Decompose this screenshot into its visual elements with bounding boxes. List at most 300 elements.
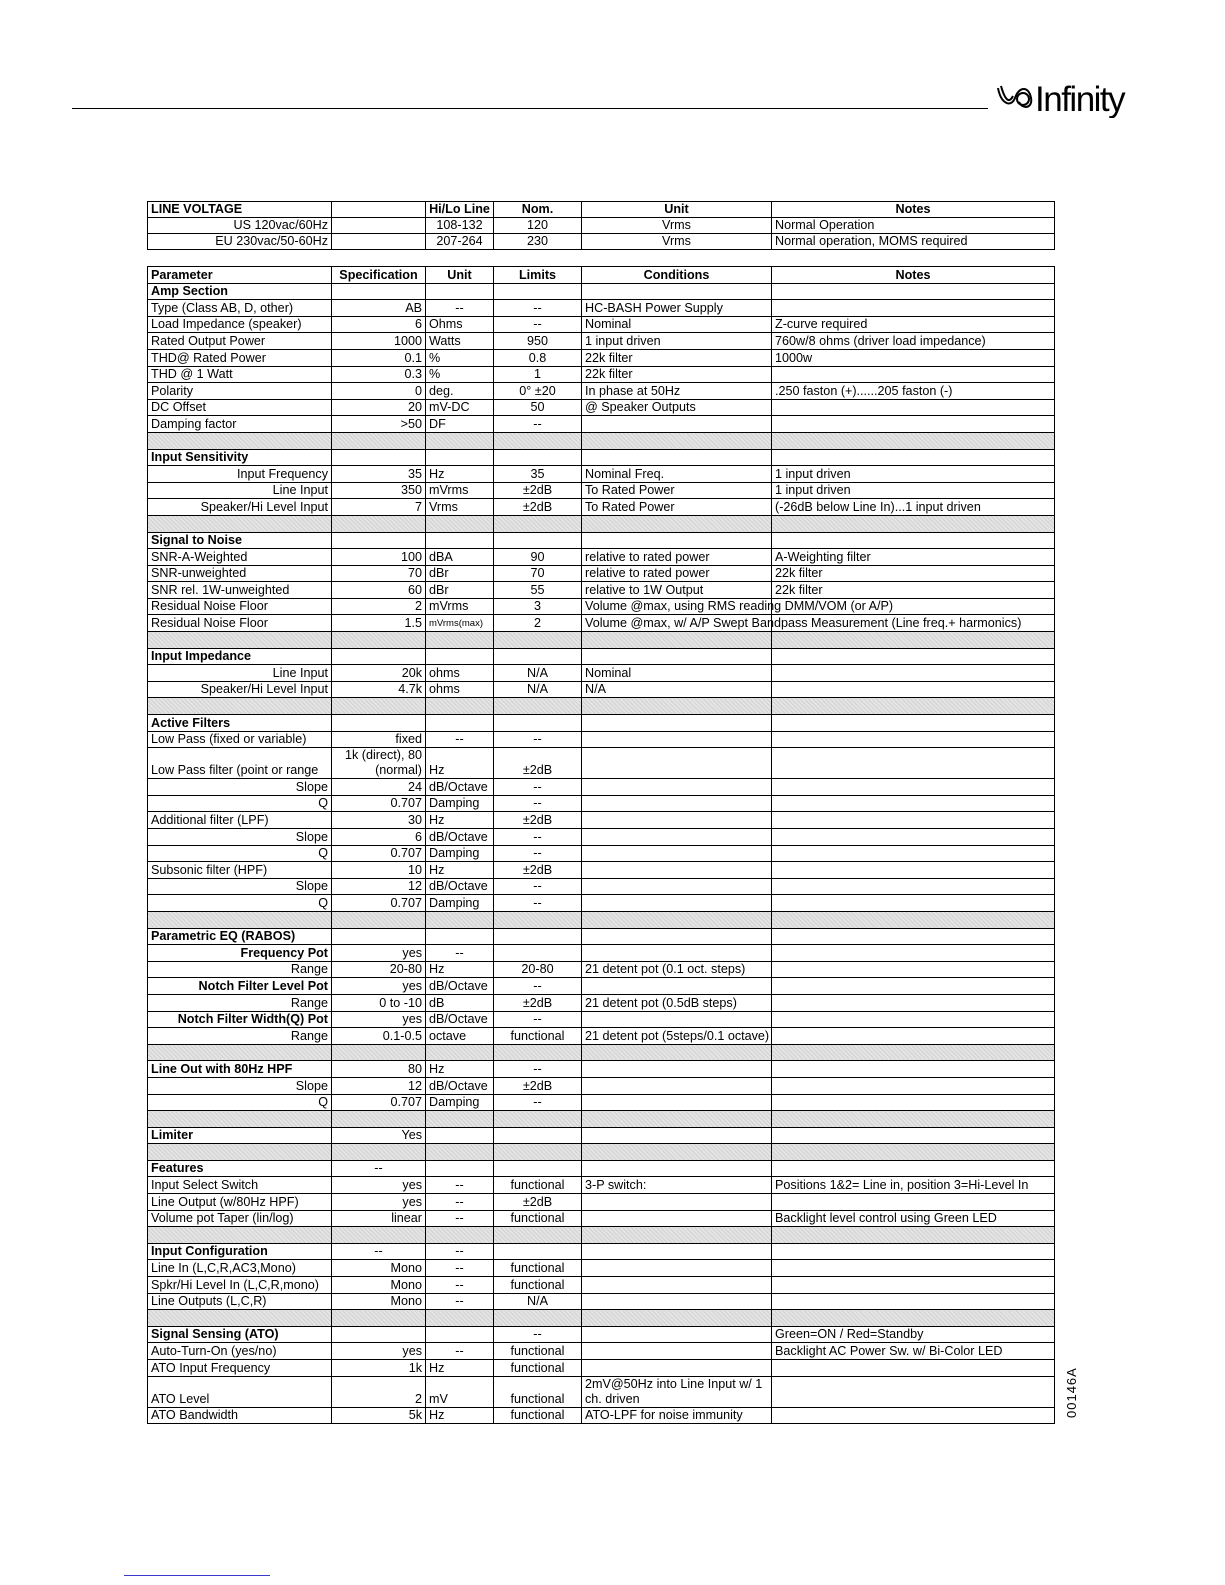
spec-cell [582, 632, 772, 649]
spec-cell [148, 1111, 332, 1128]
voltage-cell [332, 234, 426, 250]
spec-cell: Parametric EQ (RABOS) [148, 928, 332, 945]
spec-cell: Slope [148, 878, 332, 895]
spec-cell: Rated Output Power [148, 333, 332, 350]
spec-cell: 0.1-0.5 [332, 1028, 426, 1045]
spec-row [148, 829, 1055, 846]
spec-cell [332, 632, 426, 649]
bottom-link-underline [124, 1575, 270, 1576]
spec-cell: -- [494, 895, 582, 912]
section-row [148, 928, 1055, 945]
spec-cell: Hz [426, 466, 494, 483]
spec-row [148, 1343, 1055, 1360]
voltage-header-row [148, 202, 1055, 218]
spec-row [148, 895, 1055, 912]
spec-cell: 1000 [332, 333, 426, 350]
spec-cell [426, 1310, 494, 1327]
spec-cell [148, 515, 332, 532]
spec-cell [582, 1144, 772, 1161]
spec-cell [582, 945, 772, 962]
spec-cell [332, 1310, 426, 1327]
spec-cell: ±2dB [494, 748, 582, 779]
specification-table [147, 266, 1055, 1424]
spec-row [148, 845, 1055, 862]
spec-cell: In phase at 50Hz [582, 383, 772, 400]
spec-cell: 6 [332, 829, 426, 846]
spec-cell: dB/Octave [426, 1011, 494, 1028]
spec-cell [582, 1243, 772, 1260]
voltage-row [148, 218, 1055, 234]
spec-cell: Damping [426, 845, 494, 862]
spec-cell [494, 648, 582, 665]
spec-cell: HC-BASH Power Supply [582, 300, 772, 317]
spec-cell [494, 715, 582, 732]
spec-cell: 22k filter [772, 565, 1055, 582]
spec-cell [582, 829, 772, 846]
spec-cell: 6 [332, 316, 426, 333]
spec-cell: Q [148, 1094, 332, 1111]
spec-cell [148, 1144, 332, 1161]
spec-cell [332, 1044, 426, 1061]
spec-cell: 70 [332, 565, 426, 582]
spec-cell [772, 399, 1055, 416]
spec-row [148, 779, 1055, 796]
spec-cell: -- [426, 300, 494, 317]
spec-cell: dB/Octave [426, 779, 494, 796]
spec-cell [772, 665, 1055, 682]
spec-cell [426, 532, 494, 549]
spec-cell: Amp Section [148, 283, 332, 300]
spec-cell: 0.8 [494, 349, 582, 366]
spec-cell: Vrms [426, 499, 494, 516]
spec-cell: dB/Octave [426, 978, 494, 995]
section-row [148, 1127, 1055, 1144]
spec-cell: Volume @max, w/ A/P Swept Bandpass Measurement (Line freq.+ harmonics) [582, 615, 772, 632]
spec-cell [772, 1044, 1055, 1061]
spec-cell: Mono [332, 1293, 426, 1310]
spec-row [148, 812, 1055, 829]
spec-row [148, 615, 1055, 632]
spec-cell: -- [332, 1243, 426, 1260]
spec-cell [494, 1144, 582, 1161]
spec-cell [332, 1111, 426, 1128]
spec-cell: Hz [426, 1407, 494, 1424]
spec-cell [772, 961, 1055, 978]
spec-cell [772, 1061, 1055, 1078]
spec-cell [426, 515, 494, 532]
spec-cell: 70 [494, 565, 582, 582]
section-row [148, 648, 1055, 665]
spec-cell: Damping [426, 795, 494, 812]
spec-cell [772, 1243, 1055, 1260]
spec-cell [772, 1127, 1055, 1144]
spec-cell [582, 812, 772, 829]
spec-cell: -- [494, 878, 582, 895]
spec-cell: Subsonic filter (HPF) [148, 862, 332, 879]
spec-cell [582, 283, 772, 300]
spec-cell [582, 731, 772, 748]
spec-cell: -- [426, 1293, 494, 1310]
spec-cell: 10 [332, 862, 426, 879]
spec-cell: octave [426, 1028, 494, 1045]
spec-cell [772, 449, 1055, 466]
voltage-cell: Normal operation, MOMS required [772, 234, 1055, 250]
spec-cell: mVrms(max) [426, 615, 494, 632]
spec-cell: 4.7k [332, 681, 426, 698]
spec-cell: 90 [494, 549, 582, 566]
spec-cell: yes [332, 1343, 426, 1360]
spec-cell: 1k (direct), 80 (normal) [332, 748, 426, 779]
spec-cell: -- [426, 945, 494, 962]
spec-cell [772, 366, 1055, 383]
spec-cell: Backlight level control using Green LED [772, 1210, 1055, 1227]
spec-row [148, 665, 1055, 682]
section-row [148, 1061, 1055, 1078]
spec-cell [494, 1243, 582, 1260]
spec-cell: Input Sensitivity [148, 449, 332, 466]
spec-cell: Input Frequency [148, 466, 332, 483]
spec-cell [772, 1094, 1055, 1111]
spec-cell [582, 449, 772, 466]
spec-cell: Active Filters [148, 715, 332, 732]
spec-cell: Residual Noise Floor [148, 615, 332, 632]
spec-row [148, 399, 1055, 416]
spec-cell: ±2dB [494, 812, 582, 829]
spec-cell: 21 detent pot (5steps/0.1 octave) [582, 1028, 772, 1045]
spec-row [148, 961, 1055, 978]
spec-cell [332, 928, 426, 945]
voltage-cell: 120 [494, 218, 582, 234]
spec-row [148, 1293, 1055, 1310]
voltage-cell: 230 [494, 234, 582, 250]
spec-cell [772, 1111, 1055, 1128]
spec-cell: 20-80 [494, 961, 582, 978]
spec-cell: Q [148, 895, 332, 912]
spec-cell: 22k filter [772, 582, 1055, 599]
spec-cell: mV-DC [426, 399, 494, 416]
spec-cell: -- [494, 1061, 582, 1078]
spec-row [148, 994, 1055, 1011]
spec-cell [772, 829, 1055, 846]
voltage-cell: Vrms [582, 218, 772, 234]
spec-cell [426, 1160, 494, 1177]
section-row [148, 532, 1055, 549]
spec-row [148, 416, 1055, 433]
spec-cell [426, 928, 494, 945]
spec-cell: dBA [426, 549, 494, 566]
spec-cell: Input Configuration [148, 1243, 332, 1260]
spec-row [148, 878, 1055, 895]
spec-row [148, 731, 1055, 748]
spec-cell [332, 698, 426, 715]
spec-cell: functional [494, 1028, 582, 1045]
separator-row [148, 1227, 1055, 1244]
spec-cell [772, 1376, 1055, 1407]
spec-cell: 20k [332, 665, 426, 682]
spec-row [148, 366, 1055, 383]
spec-cell [494, 515, 582, 532]
spec-row [148, 565, 1055, 582]
spec-row [148, 349, 1055, 366]
spec-cell: Input Select Switch [148, 1177, 332, 1194]
spec-cell [494, 1127, 582, 1144]
spec-cell [582, 648, 772, 665]
spec-cell [582, 1127, 772, 1144]
spec-header-cell: Conditions [582, 267, 772, 284]
spec-cell: functional [494, 1177, 582, 1194]
section-row [148, 283, 1055, 300]
spec-cell: Line Out with 80Hz HPF [148, 1061, 332, 1078]
spec-cell: functional [494, 1360, 582, 1377]
spec-cell: Backlight AC Power Sw. w/ Bi-Color LED [772, 1343, 1055, 1360]
spec-cell [426, 283, 494, 300]
spec-cell: 1 input driven [772, 466, 1055, 483]
spec-cell: 5k [332, 1407, 426, 1424]
spec-cell [772, 532, 1055, 549]
spec-cell: 1k [332, 1360, 426, 1377]
spec-cell: Input Impedance [148, 648, 332, 665]
spec-row [148, 748, 1055, 779]
spec-cell [426, 1326, 494, 1343]
spec-cell: yes [332, 1177, 426, 1194]
spec-cell [582, 1111, 772, 1128]
section-row [148, 1243, 1055, 1260]
spec-cell [494, 945, 582, 962]
spec-cell: yes [332, 1194, 426, 1211]
spec-cell: THD@ Rated Power [148, 349, 332, 366]
spec-cell: -- [426, 1277, 494, 1294]
spec-cell [772, 1144, 1055, 1161]
spec-row [148, 1177, 1055, 1194]
spec-cell: % [426, 349, 494, 366]
voltage-header-cell: Nom. [494, 202, 582, 218]
spec-cell: 1 [494, 366, 582, 383]
spec-cell: Frequency Pot [148, 945, 332, 962]
voltage-cell: Vrms [582, 234, 772, 250]
spec-cell: Nominal [582, 316, 772, 333]
spec-cell [772, 795, 1055, 812]
spec-cell: SNR rel. 1W-unweighted [148, 582, 332, 599]
header-rule [72, 108, 988, 109]
spec-cell: Range [148, 1028, 332, 1045]
spec-cell: -- [494, 1326, 582, 1343]
spec-cell [332, 283, 426, 300]
spec-cell [582, 1061, 772, 1078]
voltage-cell: US 120vac/60Hz [148, 218, 332, 234]
spec-cell: 12 [332, 878, 426, 895]
spec-cell: Signal to Noise [148, 532, 332, 549]
spec-cell: functional [494, 1260, 582, 1277]
infinity-logo [995, 74, 1147, 118]
spec-row [148, 1077, 1055, 1094]
spec-cell: Nominal Freq. [582, 466, 772, 483]
spec-row [148, 1210, 1055, 1227]
spec-cell: 2 [332, 1376, 426, 1407]
voltage-header-cell: LINE VOLTAGE [148, 202, 332, 218]
spec-cell: Volume @max, using RMS reading DMM/VOM (or A/P) [582, 598, 772, 615]
spec-cell [582, 779, 772, 796]
voltage-cell: 207-264 [426, 234, 494, 250]
spec-cell: .250 faston (+)......205 faston (-) [772, 383, 1055, 400]
spec-cell: 0 [332, 383, 426, 400]
spec-cell [772, 878, 1055, 895]
spec-cell: 22k filter [582, 366, 772, 383]
spec-cell [426, 1127, 494, 1144]
spec-cell [582, 715, 772, 732]
spec-cell [494, 928, 582, 945]
spec-cell [426, 1044, 494, 1061]
spec-cell: Hz [426, 862, 494, 879]
spec-cell: Low Pass filter (point or range [148, 748, 332, 779]
spec-cell: Residual Noise Floor [148, 598, 332, 615]
voltage-header-cell: Unit [582, 202, 772, 218]
spec-cell: Line Input [148, 482, 332, 499]
spec-cell [772, 1077, 1055, 1094]
spec-cell [426, 449, 494, 466]
spec-cell [332, 532, 426, 549]
spec-cell [772, 945, 1055, 962]
spec-cell: 50 [494, 399, 582, 416]
spec-cell [772, 812, 1055, 829]
spec-cell: fixed [332, 731, 426, 748]
spec-cell [772, 1407, 1055, 1424]
spec-cell [582, 1227, 772, 1244]
spec-cell [772, 731, 1055, 748]
spec-cell: 7 [332, 499, 426, 516]
spec-cell: (-26dB below Line In)...1 input driven [772, 499, 1055, 516]
voltage-header-cell: Hi/Lo Line [426, 202, 494, 218]
spec-cell: -- [494, 829, 582, 846]
spec-cell: N/A [494, 665, 582, 682]
spec-cell [148, 432, 332, 449]
spec-cell [772, 300, 1055, 317]
spec-cell [582, 1310, 772, 1327]
spec-cell [582, 795, 772, 812]
spec-row [148, 945, 1055, 962]
spec-cell [148, 698, 332, 715]
spec-cell: 760w/8 ohms (driver load impedance) [772, 333, 1055, 350]
spec-cell: ±2dB [494, 499, 582, 516]
spec-cell [772, 1310, 1055, 1327]
spec-cell: Line Output (w/80Hz HPF) [148, 1194, 332, 1211]
spec-cell: relative to rated power [582, 549, 772, 566]
spec-cell: Mono [332, 1277, 426, 1294]
spec-cell: dB/Octave [426, 829, 494, 846]
spec-row [148, 466, 1055, 483]
spec-cell: Watts [426, 333, 494, 350]
voltage-row [148, 234, 1055, 250]
spec-cell: ±2dB [494, 1077, 582, 1094]
spec-cell [582, 862, 772, 879]
spec-cell [772, 1194, 1055, 1211]
spec-cell: Ohms [426, 316, 494, 333]
spec-cell: functional [494, 1376, 582, 1407]
spec-header-row [148, 267, 1055, 284]
spec-cell: Volume pot Taper (lin/log) [148, 1210, 332, 1227]
spec-cell: Notch Filter Width(Q) Pot [148, 1011, 332, 1028]
spec-cell: mVrms [426, 598, 494, 615]
spec-row [148, 549, 1055, 566]
spec-cell: 0° ±20 [494, 383, 582, 400]
spec-row [148, 383, 1055, 400]
spec-header-cell: Notes [772, 267, 1055, 284]
spec-cell: Green=ON / Red=Standby [772, 1326, 1055, 1343]
spec-row [148, 582, 1055, 599]
spec-cell [582, 911, 772, 928]
spec-cell: 0 to -10 [332, 994, 426, 1011]
spec-cell: -- [494, 300, 582, 317]
spec-cell [772, 1277, 1055, 1294]
spec-cell [148, 632, 332, 649]
spec-row [148, 681, 1055, 698]
spec-cell [332, 1227, 426, 1244]
spec-cell: -- [494, 845, 582, 862]
spec-row [148, 482, 1055, 499]
spec-cell: Positions 1&2= Line in, position 3=Hi-Level In [772, 1177, 1055, 1194]
spec-cell: Mono [332, 1260, 426, 1277]
spec-cell: 35 [494, 466, 582, 483]
spec-cell [494, 911, 582, 928]
spec-cell: ohms [426, 681, 494, 698]
spec-cell: Line In (L,C,R,AC3,Mono) [148, 1260, 332, 1277]
spec-cell: DF [426, 416, 494, 433]
spec-cell [426, 648, 494, 665]
spec-cell: Signal Sensing (ATO) [148, 1326, 332, 1343]
section-row [148, 715, 1055, 732]
spec-cell: Range [148, 994, 332, 1011]
spec-cell: 0.707 [332, 845, 426, 862]
spec-cell [582, 1326, 772, 1343]
spec-row [148, 1360, 1055, 1377]
spec-row [148, 978, 1055, 995]
spec-cell: -- [494, 1011, 582, 1028]
spec-cell [494, 449, 582, 466]
spec-cell [582, 515, 772, 532]
spec-cell: 350 [332, 482, 426, 499]
spec-cell: Low Pass (fixed or variable) [148, 731, 332, 748]
spec-cell: 1 input driven [582, 333, 772, 350]
spec-cell: ATO Bandwidth [148, 1407, 332, 1424]
spec-cell: -- [426, 1177, 494, 1194]
spec-cell: Q [148, 795, 332, 812]
spec-cell: 21 detent pot (0.1 oct. steps) [582, 961, 772, 978]
spec-cell [772, 1011, 1055, 1028]
spec-cell [772, 432, 1055, 449]
spec-cell: Hz [426, 961, 494, 978]
spec-cell: A-Weighting filter [772, 549, 1055, 566]
document-code: 00146A [1064, 1367, 1079, 1418]
voltage-cell: 108-132 [426, 218, 494, 234]
spec-cell: yes [332, 945, 426, 962]
spec-cell [772, 862, 1055, 879]
spec-cell: -- [494, 779, 582, 796]
spec-cell [494, 432, 582, 449]
spec-cell: -- [426, 1343, 494, 1360]
separator-row [148, 1144, 1055, 1161]
spec-cell: yes [332, 1011, 426, 1028]
spec-cell: Slope [148, 779, 332, 796]
spec-cell [772, 1260, 1055, 1277]
spec-cell: 80 [332, 1061, 426, 1078]
spec-cell [494, 532, 582, 549]
spec-cell [772, 1293, 1055, 1310]
spec-cell: linear [332, 1210, 426, 1227]
section-row [148, 1326, 1055, 1343]
spec-cell: 2 [494, 615, 582, 632]
spec-cell: @ Speaker Outputs [582, 399, 772, 416]
spec-cell: ATO Level [148, 1376, 332, 1407]
spec-cell: ATO-LPF for noise immunity [582, 1407, 772, 1424]
